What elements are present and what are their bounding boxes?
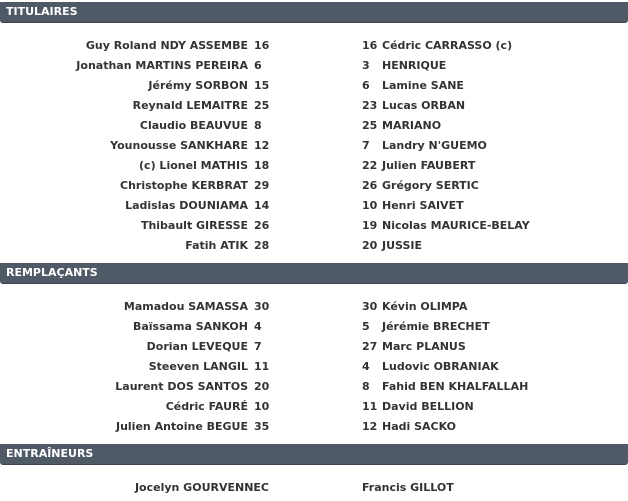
player-row [0,300,628,320]
away-player-name: Henri SAIVET [382,199,464,212]
home-player-name: Claudio BEAUVUE [139,119,248,132]
away-player-number: 8 [362,380,370,393]
home-player-name: Jérémy SORBON [148,79,248,92]
home-player-name: Younousse SANKHARE [110,139,248,152]
section-title: REMPLAÇANTS [6,266,98,279]
player-row [0,199,628,219]
player-row [0,360,628,380]
home-player-number: 4 [254,320,262,333]
home-player-name: Jonathan MARTINS PEREIRA [76,59,248,72]
away-player-name: Landry N'GUEMO [382,139,487,152]
away-player-number: 3 [362,59,370,72]
away-player-name: Cédric CARRASSO (c) [382,39,513,52]
away-player-name: Marc PLANUS [382,340,466,353]
player-row [0,139,628,159]
away-player-name: Grégory SERTIC [382,179,479,192]
player-row [0,320,628,340]
away-player-name: HENRIQUE [382,59,447,72]
player-row [0,159,628,179]
away-player-number: 16 [362,39,378,52]
away-player-number: 6 [362,79,370,92]
home-player-number: 26 [254,219,270,232]
player-row [0,219,628,239]
away-player-number: 7 [362,139,370,152]
away-player-name: Nicolas MAURICE-BELAY [382,219,530,232]
home-player-number: 28 [254,239,270,252]
away-player-number: 4 [362,360,370,373]
player-row [0,179,628,199]
home-player-name: Thibault GIRESSE [140,219,248,232]
section-header-entraineurs [0,444,628,465]
away-player-number: 23 [362,99,378,112]
away-coach-name: Francis GILLOT [362,481,454,494]
player-row [0,39,628,59]
home-player-number: 29 [254,179,270,192]
player-row [0,400,628,420]
player-row [0,59,628,79]
away-player-number: 25 [362,119,378,132]
home-player-number: 12 [254,139,270,152]
home-player-number: 6 [254,59,262,72]
home-player-name: Fatih ATIK [185,239,248,252]
away-player-name: JUSSIE [382,239,422,252]
home-player-number: 10 [254,400,270,413]
home-player-name: Cédric FAURÉ [165,400,248,413]
player-row [0,420,628,440]
away-player-number: 22 [362,159,378,172]
section-header-titulaires [0,2,628,23]
away-player-number: 26 [362,179,378,192]
home-coach-name: Jocelyn GOURVENNEC [134,481,269,494]
home-player-number: 25 [254,99,270,112]
away-player-name: Jérémie BRECHET [382,320,490,333]
away-player-name: Lamine SANE [382,79,464,92]
away-player-number: 30 [362,300,378,313]
home-player-name: (c) Lionel MATHIS [139,159,248,172]
away-player-number: 10 [362,199,378,212]
player-row [0,119,628,139]
home-player-number: 20 [254,380,270,393]
home-player-name: Christophe KERBRAT [120,179,248,192]
away-player-name: David BELLION [382,400,474,413]
player-row [0,340,628,360]
section-title: ENTRAÎNEURS [6,447,94,460]
home-player-name: Guy Roland NDY ASSEMBE [85,39,248,52]
player-row [0,239,628,259]
away-player-number: 20 [362,239,378,252]
coaches-row [0,481,628,501]
home-player-name: Reynald LEMAITRE [132,99,248,112]
away-player-name: Fahid BEN KHALFALLAH [382,380,529,393]
home-player-name: Mamadou SAMASSA [123,300,248,313]
home-player-number: 16 [254,39,270,52]
home-player-name: Ladislas DOUNIAMA [125,199,248,212]
away-player-number: 27 [362,340,378,353]
player-row [0,99,628,119]
away-player-name: Ludovic OBRANIAK [382,360,499,373]
home-player-number: 18 [254,159,270,172]
home-player-name: Laurent DOS SANTOS [115,380,248,393]
away-player-number: 12 [362,420,378,433]
home-player-name: Dorian LEVEQUE [146,340,248,353]
home-player-number: 7 [254,340,262,353]
away-player-name: Lucas ORBAN [382,99,466,112]
away-player-number: 5 [362,320,370,333]
away-player-name: Hadi SACKO [382,420,456,433]
section-header-remplacants [0,263,628,284]
player-row [0,79,628,99]
away-player-number: 19 [362,219,378,232]
home-player-number: 11 [254,360,270,373]
player-row [0,380,628,400]
home-player-number: 15 [254,79,270,92]
away-player-name: Julien FAUBERT [382,159,476,172]
home-player-number: 8 [254,119,262,132]
away-player-name: Kévin OLIMPA [382,300,468,313]
home-player-number: 35 [254,420,270,433]
home-player-name: Baïssama SANKOH [132,320,248,333]
home-player-name: Julien Antoine BEGUE [115,420,248,433]
home-player-number: 30 [254,300,270,313]
away-player-name: MARIANO [382,119,442,132]
home-player-number: 14 [254,199,270,212]
section-title: TITULAIRES [6,5,78,18]
away-player-number: 11 [362,400,378,413]
home-player-name: Steeven LANGIL [148,360,248,373]
